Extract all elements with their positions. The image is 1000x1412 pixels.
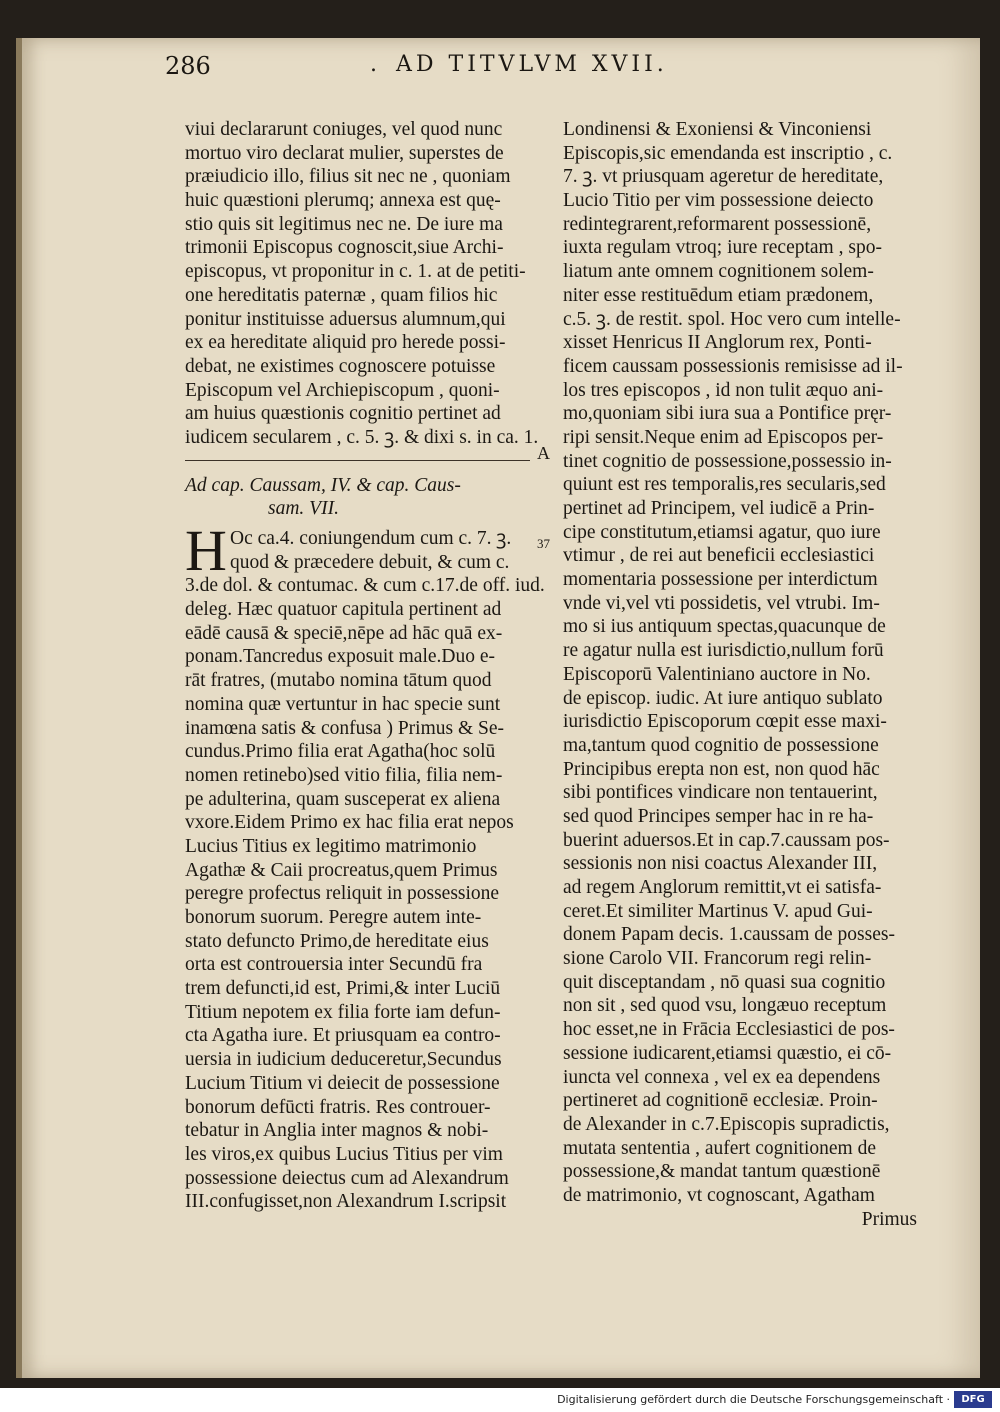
text-line: vtimur , de rei aut beneficii ecclesiastici <box>563 545 875 567</box>
text-line: iuncta vel connexa , vel ex ea dependens <box>563 1066 881 1088</box>
text-line: liatum ante omnem cognitionem solem- <box>563 261 874 283</box>
text-line: los tres episcopos , id non tulit æquo ani- <box>563 379 884 401</box>
text-line: debat, ne existimes cognoscere potuisse <box>185 355 496 377</box>
text-line: sessione iudicarent,etiamsi quæstio, ei cō- <box>563 1042 892 1064</box>
section-divider <box>185 442 550 472</box>
footer-bar <box>0 1388 1000 1412</box>
text-line: bonorum defūcti fratris. Res controuer- <box>185 1096 491 1118</box>
text-line: mortuo viro declarat mulier, superstes de <box>185 142 504 164</box>
text-line: iuxta regulam vtroq; iure receptam , spo- <box>563 237 882 259</box>
text-line: vnde vi,vel vti possidetis, vel vtrubi. Im- <box>563 592 880 614</box>
right-column <box>563 118 919 1231</box>
text-line: ponam.Tancredus exposuit male.Duo e- <box>185 646 496 668</box>
text-line: trimonii Episcopus cognoscit,siue Archi- <box>185 237 504 259</box>
text-line: Titium nepotem ex filia forte iam defun- <box>185 1001 501 1023</box>
text-line: 3.de dol. & contumac. & cum c.17.de off. iud. <box>185 575 545 597</box>
text-line: possessione deiectus cum ad Alexandrum <box>185 1167 509 1189</box>
running-title: AD TITVLVM XVII. <box>396 52 668 77</box>
text-line: Agathæ & Caii procreatus,quem Primus <box>185 859 498 881</box>
text-line: huic quæstioni plerumq; annexa est quę- <box>185 190 501 212</box>
text-line: buerint aduersos.Et in cap.7.caussam pos- <box>563 829 890 851</box>
text-line: rāt fratres, (mutabo nomina tātum quod <box>185 670 492 692</box>
text-line: Lucius Titius ex legitimo matrimonio <box>185 835 477 857</box>
text-line: Principibus erepta non est, non quod hāc <box>563 758 880 780</box>
text-line: re agatur nulla est iurisdictio,nullum forū <box>563 640 884 662</box>
text-line: xisset Henricus II Anglorum rex, Ponti- <box>563 332 872 354</box>
text-line: ad regem Anglorum remittit,vt ei satisfa- <box>563 877 882 898</box>
catchword: Primus <box>861 1208 917 1230</box>
text-line: non sit , sed quod vsu, longæuo receptum <box>563 995 887 1017</box>
marginal-mark: A <box>537 442 550 463</box>
text-line: eādē causā & speciē,nēpe ad hāc quā ex- <box>185 622 503 644</box>
text-line: III.confugisset,non Alexandrum I.scripsit <box>185 1191 507 1213</box>
text-line: donem Papam decis. 1.caussam de posses- <box>563 924 895 946</box>
text-line: Oc ca.4. coniungendum cum c. 7. ꝫ. <box>230 528 512 549</box>
text-line: c.5. ꝫ. de restit. spol. Hoc vero cum intelle- <box>563 308 901 330</box>
text-line: cta Agatha iure. Et priusquam ea contro- <box>185 1025 501 1047</box>
text-line: viui declararunt coniuges, vel quod nunc <box>185 119 503 140</box>
text-line: ma,tantum quod cognitio de possessione <box>563 734 879 756</box>
text-line: mo si ius antiquum spectas,quacunque de <box>563 616 886 638</box>
text-line: niter esse restituēdum etiam prædonem, <box>563 284 874 306</box>
text-line: inamœna satis & confusa ) Primus & Se- <box>185 717 504 739</box>
text-line: orta est controuersia inter Secundū fra <box>185 954 483 976</box>
text-line: pertineret ad cognitionē ecclesiæ. Proin- <box>563 1090 878 1112</box>
text-line: stato defuncto Primo,de hereditate eius <box>185 930 489 952</box>
text-line: episcopus, vt proponitur in c. 1. at de petiti- <box>185 261 526 283</box>
heading-line: sam. VII. <box>268 498 339 520</box>
text-line: trem defuncti,id est, Primi,& inter Luciū <box>185 978 501 1000</box>
text-line: one hereditatis paternæ , quam filios hic <box>185 284 498 306</box>
page-number: 286 <box>165 52 211 80</box>
text-line: ponitur instituisse aduersus alumnum,qui <box>185 308 506 330</box>
text-line: Lucium Titium vi deiecit de possessione <box>185 1072 500 1094</box>
text-line: quiunt est res temporalis,res secularis,sed <box>563 474 886 496</box>
text-line: præiudicio illo, filius sit nec ne , quoniam <box>185 166 511 188</box>
text-line: tinet cognitio de possessione,possessio in- <box>563 450 892 472</box>
text-line: Episcopum vel Archiepiscopum , quoni- <box>185 379 500 401</box>
text-line: de episcop. iudic. At iure antiquo sublato <box>563 687 883 709</box>
text-line: momentaria possessione per interdictum <box>563 569 878 591</box>
text-line: les viros,ex quibus Lucius Titius per vim <box>185 1143 503 1165</box>
text-line: Episcoporū Valentiniano auctore in No. <box>563 663 871 685</box>
text-line: stio quis sit legitimus nec ne. De iure ma <box>185 213 503 235</box>
text-line: mo,quoniam sibi iura sua a Pontifice pręr- <box>563 403 892 425</box>
text-line: peregre profectus reliquit in possessione <box>185 883 500 905</box>
left-top-text <box>185 118 541 450</box>
text-line: sessionis non nisi coactus Alexander III, <box>563 853 878 875</box>
text-line: bonorum suorum. Peregre autem inte- <box>185 907 482 928</box>
text-line: Lucio Titio per vim possessione deiecto <box>563 190 874 212</box>
text-line: cundus.Primo filia erat Agatha(hoc solū <box>185 741 496 763</box>
running-head <box>0 52 1000 92</box>
left-column <box>185 118 550 1214</box>
drop-capital: H <box>185 518 227 583</box>
text-line: mutata sententia , aufert cognitionem de <box>563 1137 876 1159</box>
text-line: Londinensi & Exoniensi & Vinconiensi <box>563 119 872 140</box>
text-line: iudicem secularem , c. 5. ꝫ. & dixi s. in ca. 1. <box>185 426 539 448</box>
text-line: sione Carolo VII. Francorum regi relin- <box>563 948 872 970</box>
text-line: ficem caussam possessionis remisisse ad il- <box>563 355 903 377</box>
text-line: ripi sensit.Neque enim ad Episcopos per- <box>563 426 884 448</box>
text-line: uersia in iudicium deduceretur,Secundus <box>185 1049 502 1071</box>
text-line: tebatur in Anglia inter magnos & nobi- <box>185 1120 489 1142</box>
text-line: pertinet ad Principem, vel iudicē a Prin- <box>563 498 875 519</box>
text-line: nomina quæ vertuntur in hac specie sunt <box>185 693 501 715</box>
text-line: pe adulterina, quam susceperat ex aliena <box>185 788 501 810</box>
text-line: quit disceptandam , nō quasi sua cognitio <box>563 971 886 993</box>
text-line: deleg. Hæc quatuor capitula pertinent ad <box>185 599 502 621</box>
text-line: cipe constitutum,etiamsi agatur, quo iure <box>563 521 881 543</box>
text-line: de Alexander in c.7.Episcopis supradictis, <box>563 1113 890 1135</box>
text-line: quod & præcedere debuit, & cum c. <box>230 551 510 573</box>
text-line: 7. ꝫ. vt priusquam ageretur de hereditate, <box>563 166 884 188</box>
text-line: ceret.Et similiter Martinus V. apud Gui- <box>563 900 873 922</box>
text-line: Episcopis,sic emendanda est inscriptio , c. <box>563 142 893 164</box>
text-line: sed quod Principes semper hac in re ha- <box>563 805 874 827</box>
text-line: iurisdictio Episcoporum cœpit esse maxi- <box>563 711 887 733</box>
text-line: nomen retinebo)sed vitio filia, filia nem- <box>185 764 503 786</box>
heading-line: Ad cap. Caussam, IV. & cap. Caus- <box>185 474 461 496</box>
dfg-logo: DFG <box>954 1391 992 1408</box>
text-line: am huius quæstionis cognitio pertinet ad <box>185 403 501 425</box>
divider-rule <box>185 460 530 461</box>
text-line: possessione,& mandat tantum quæstionē <box>563 1161 881 1183</box>
funding-notice: Digitalisierung gefördert durch die Deutsche Forschungsgemeinschaft · <box>557 1393 950 1406</box>
text-line: hoc esset,ne in Frācia Ecclesiastici de pos- <box>563 1019 895 1041</box>
text-line: sibi pontifices vindicare non tentauerint, <box>563 782 878 804</box>
title-mark: . <box>370 52 377 77</box>
marginal-number: 37 <box>537 536 550 551</box>
text-line: ex ea hereditate aliquid pro herede possi- <box>185 332 506 354</box>
text-line: de matrimonio, vt cognoscant, Agatham <box>563 1184 875 1206</box>
text-line: redintegrarent,reformarent possessionē, <box>563 213 872 235</box>
text-line: vxore.Eidem Primo ex hac filia erat nepos <box>185 812 514 834</box>
